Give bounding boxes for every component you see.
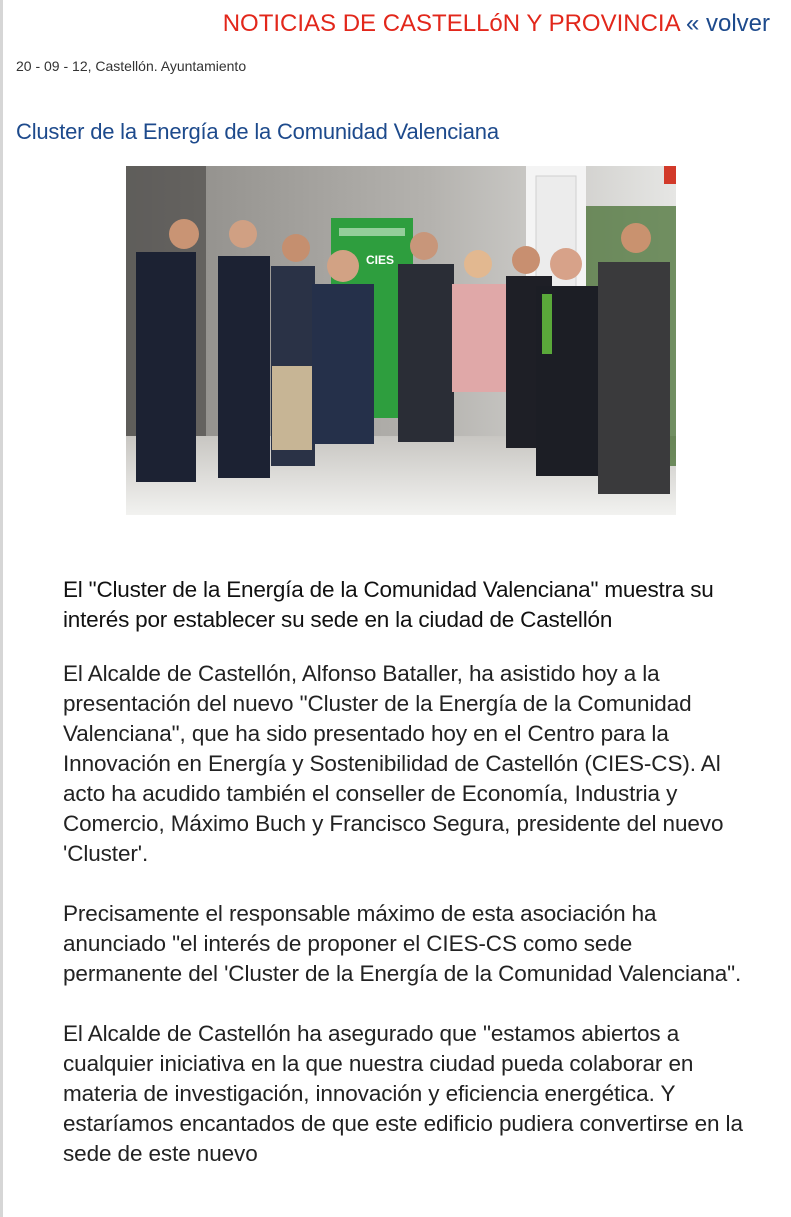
page-header (223, 9, 770, 39)
back-link[interactable]: « volver (685, 10, 770, 37)
article-paragraph: El Alcalde de Castellón, Alfonso Bataller, ha asistido hoy a la presentación del nuevo "Cluster de la Energía de la Comunidad Valenciana", que ha sido presentado hoy en el Centro para la Innovación en Energía y Sostenibilidad de Castellón (CIES-CS). Al acto ha acudido también el conseller de Economía, Industria y Comercio, Máximo Buch y Francisco Segura, presidente del nuevo 'Cluster'. (63, 661, 724, 866)
article-paragraph: El Alcalde de Castellón ha asegurado que "estamos abiertos a cualquier iniciativa en la que nuestra ciudad pueda colaborar en materia de investigación, innovación y eficiencia energética. Y estaríamos encantados de que este edificio pudiera convertirse en la sede de este nuevo (63, 1021, 743, 1166)
group-photo-image (126, 166, 676, 515)
article-title: Cluster de la Energía de la Comunidad Valenciana (16, 119, 499, 144)
article-lead: El "Cluster de la Energía de la Comunidad Valenciana" muestra su interés por establecer su sede en la ciudad de Castellón (63, 577, 714, 632)
article-paragraph: Precisamente el responsable máximo de esta asociación ha anunciado "el interés de proponer el CIES-CS como sede permanente del 'Cluster de la Energía de la Comunidad Valenciana". (63, 901, 742, 986)
article-meta: 20 - 09 - 12, Castellón. Ayuntamiento (16, 58, 247, 74)
section-title: NOTICIAS DE CASTELLóN Y PROVINCIA (222, 10, 680, 37)
article-photo (126, 166, 676, 515)
article-body (63, 575, 753, 1199)
cies-sign-text: CIES (366, 253, 395, 267)
left-border (0, 0, 3, 1217)
